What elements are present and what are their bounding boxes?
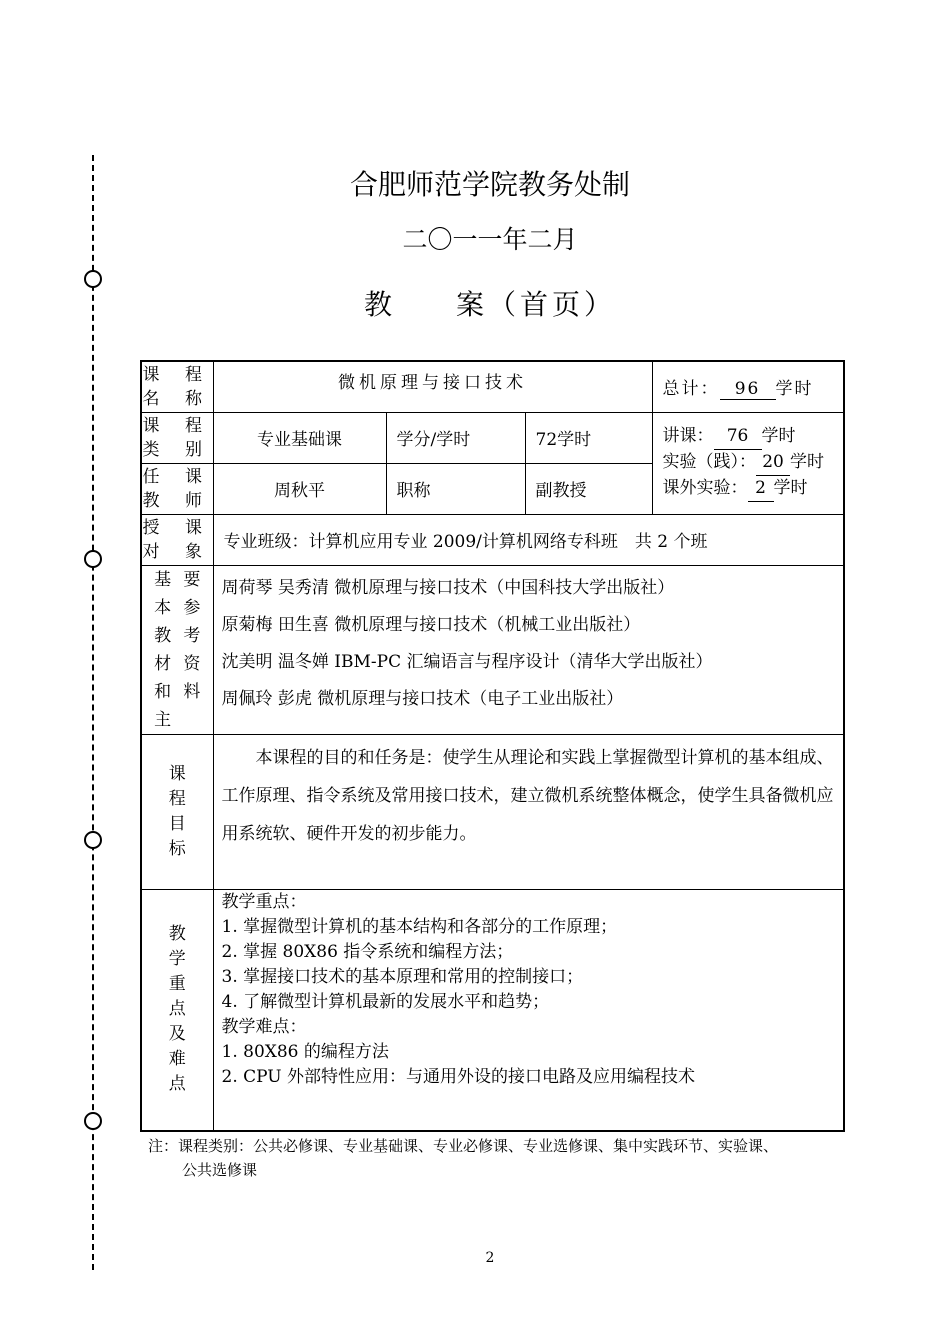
lecture-hours-value: 76: [714, 424, 762, 450]
key-item: 4. 了解微型计算机最新的发展水平和趋势；: [221, 991, 550, 1012]
refs-label: 基 要 本 参 教 考 材 资 和 料 主: [141, 565, 213, 734]
footnote-line: 注：课程类别：公共必修课、专业基础课、专业必修课、专业选修课、集中实践环节、实验课、: [148, 1137, 779, 1155]
keys-title: 教学重点：: [221, 891, 307, 912]
key-item: 1. 掌握微型计算机的基本结构和各部分的工作原理；: [221, 916, 618, 937]
date-line: 二〇一一年二月: [402, 225, 578, 254]
diff-item: 2. CPU 外部特性应用：与通用外设的接口电路及应用编程技术: [221, 1066, 696, 1087]
course-name-label: 课 程 名 称: [141, 361, 213, 412]
target-classes: 专业班级：计算机应用专业 2009/计算机网络专科班 共 2 个班: [213, 514, 844, 565]
course-goal: [213, 734, 844, 889]
key-item: 2. 掌握 80X86 指令系统和编程方法；: [221, 941, 514, 962]
reference-item: 原菊梅 田生喜 微机原理与接口技术（机械工业出版社）: [221, 614, 641, 635]
hour-unit: 学时: [790, 451, 825, 472]
lab-hours: [663, 450, 844, 476]
page-number: 2: [485, 1250, 495, 1266]
course-name: 微机原理与接口技术: [213, 361, 652, 412]
lecture-prefix: 讲课：: [662, 425, 714, 446]
reference-item: 周佩玲 彭虎 微机原理与接口技术（电子工业出版社）: [221, 688, 624, 709]
total-hours: [652, 361, 844, 412]
lab-prefix: 实验（践）：: [662, 451, 757, 472]
total-prefix: 总计：: [662, 378, 720, 399]
row-references: [141, 565, 844, 734]
row-target: [141, 514, 844, 565]
credit-label: 学分/学时: [386, 412, 525, 463]
footnote-line: 公共选修课: [182, 1161, 258, 1179]
footnote: [148, 1134, 848, 1182]
lecture-hours: [663, 424, 844, 450]
course-goal-text: 本课程的目的和任务是：使学生从理论和实践上掌握微型计算机的基本组成、工作原理、指令系统及常用接口技术，建立微机系统整体概念，使学生具备微机应用系统软、硬件开发的初步能力。: [221, 747, 834, 844]
target-label: 授 课 对 象: [141, 514, 213, 565]
binding-hole: [84, 550, 102, 568]
reference-item: 周荷琴 吴秀清 微机原理与接口技术（中国科技大学出版社）: [221, 577, 675, 598]
extra-prefix: 课外实验：: [662, 477, 748, 498]
diff-title: 教学难点：: [221, 1016, 307, 1037]
extra-hours: [663, 476, 844, 502]
extra-hours-value: 2: [748, 476, 774, 502]
hour-unit: 学时: [773, 477, 808, 498]
binding-hole: [84, 1112, 102, 1130]
teacher-name: 周秋平: [213, 463, 386, 514]
total-hours-value: 96: [720, 379, 776, 400]
hour-unit: 学时: [761, 425, 796, 446]
lesson-plan-table: [140, 360, 845, 1132]
key-points: [213, 889, 844, 1131]
row-course-type: [141, 412, 844, 463]
hour-unit: 学时: [775, 378, 814, 399]
lab-hours-value: 20: [756, 450, 790, 476]
course-type-label: 课 程 类 别: [141, 412, 213, 463]
row-goal: [141, 734, 844, 889]
org-title: 合肥师范学院教务处制: [349, 168, 630, 201]
reference-item: 沈美明 温冬婵 IBM-PC 汇编语言与程序设计（清华大学出版社）: [221, 651, 713, 672]
document-title: [0, 283, 950, 323]
teacher-label: 任 课 教 师: [141, 463, 213, 514]
title-right: 案（首页）: [456, 288, 617, 321]
rank-label: 职称: [386, 463, 525, 514]
diff-item: 1. 80X86 的编程方法: [221, 1041, 389, 1062]
binding-hole: [84, 831, 102, 849]
credit-value: 72学时: [525, 412, 652, 463]
row-key-points: [141, 889, 844, 1131]
key-item: 3. 掌握接口技术的基本原理和常用的控制接口；: [221, 966, 584, 987]
course-type: 专业基础课: [213, 412, 386, 463]
hours-breakdown: [652, 412, 844, 514]
rank-value: 副教授: [525, 463, 652, 514]
keys-label: 教 学 重 点 及 难 点: [141, 889, 213, 1131]
row-course-name: [141, 361, 844, 412]
reference-list: [213, 565, 844, 734]
goal-label: 课 程 目 标: [141, 734, 213, 889]
title-left: 教: [363, 288, 396, 321]
